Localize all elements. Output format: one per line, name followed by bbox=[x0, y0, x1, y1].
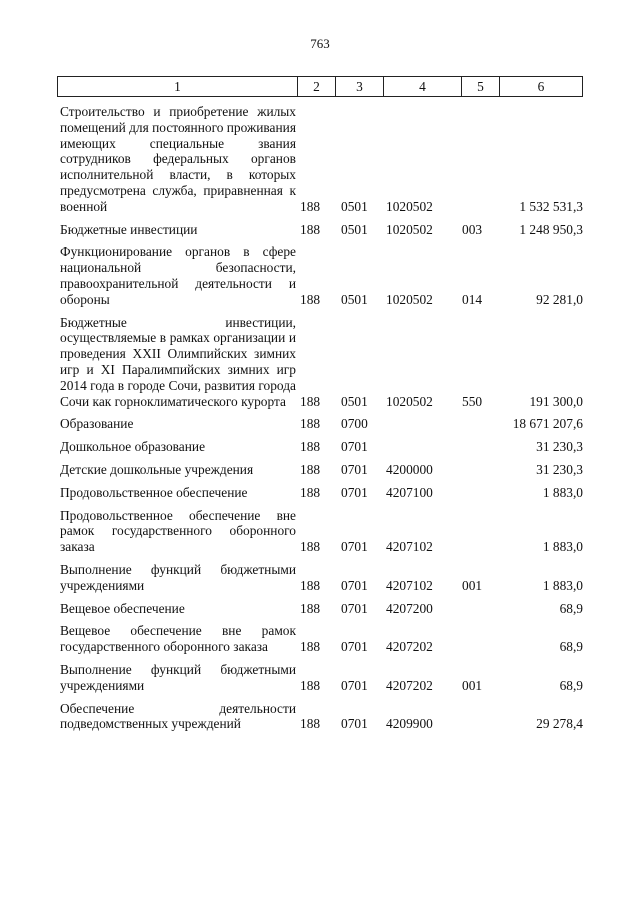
row-col-4: 4207102 bbox=[386, 539, 433, 555]
page-number: 763 bbox=[310, 36, 330, 51]
row-col-3: 0701 bbox=[341, 677, 368, 693]
row-name: Вещевое обеспечение вне рамок государственного оборонного заказа bbox=[60, 623, 296, 655]
row-col-4: 1020502 bbox=[386, 393, 433, 409]
header-col-1: 1 bbox=[58, 77, 298, 96]
row-col-2: 188 bbox=[300, 198, 321, 214]
row-col-4: 4207202 bbox=[386, 677, 433, 693]
row-col-3: 0701 bbox=[341, 484, 368, 500]
row-name: Бюджетные инвестиции, осуществляемые в рамках организации и проведения XXII Олимпийских зимних игр и XI Паралимпийских зимних игр 2014 года в городе Сочи, развития города Сочи как горноклиматического курорта bbox=[60, 314, 296, 409]
row-col-3: 0501 bbox=[341, 291, 368, 307]
row-col-6: 31 230,3 bbox=[536, 461, 583, 477]
row-col-2: 188 bbox=[300, 393, 321, 409]
row-col-4: 4207100 bbox=[386, 484, 433, 500]
row-col-2: 188 bbox=[300, 539, 321, 555]
table-body bbox=[60, 104, 586, 739]
row-col-4: 4209900 bbox=[386, 716, 433, 732]
row-col-2: 188 bbox=[300, 484, 321, 500]
table-row bbox=[60, 601, 586, 617]
row-col-2: 188 bbox=[300, 639, 321, 655]
row-col-6: 92 281,0 bbox=[536, 291, 583, 307]
table-row bbox=[60, 662, 586, 694]
row-col-4: 1020502 bbox=[386, 221, 433, 237]
row-col-6: 1 883,0 bbox=[542, 539, 583, 555]
row-col-3: 0501 bbox=[341, 221, 368, 237]
row-col-4: 1020502 bbox=[386, 198, 433, 214]
table-row bbox=[60, 244, 586, 307]
row-col-6: 1 883,0 bbox=[542, 484, 583, 500]
row-name: Функционирование органов в сфере национальной безопасности, правоохранительной деятельности и обороны bbox=[60, 244, 296, 307]
row-col-2: 188 bbox=[300, 600, 321, 616]
row-name: Дошкольное образование bbox=[60, 439, 206, 455]
row-col-5: 003 bbox=[462, 221, 483, 237]
header-col-5: 5 bbox=[462, 77, 500, 96]
row-col-3: 0701 bbox=[341, 461, 368, 477]
table-row bbox=[60, 222, 586, 238]
header-col-2: 2 bbox=[298, 77, 336, 96]
row-col-2: 188 bbox=[300, 461, 321, 477]
header-col-6: 6 bbox=[537, 79, 545, 94]
row-col-6: 68,9 bbox=[559, 677, 583, 693]
table-header bbox=[57, 76, 583, 97]
row-name: Продовольственное обеспечение bbox=[60, 484, 248, 500]
row-col-3: 0701 bbox=[341, 539, 368, 555]
table-row bbox=[60, 104, 586, 215]
row-col-3: 0700 bbox=[341, 416, 368, 432]
row-col-2: 188 bbox=[300, 677, 321, 693]
row-col-3: 0701 bbox=[341, 577, 368, 593]
row-col-2: 188 bbox=[300, 716, 321, 732]
row-col-5: 550 bbox=[462, 393, 483, 409]
row-col-3: 0701 bbox=[341, 600, 368, 616]
row-name: Обеспечение деятельности подведомственных учреждений bbox=[60, 700, 296, 732]
table-row bbox=[60, 623, 586, 655]
table-row bbox=[60, 439, 586, 455]
row-col-2: 188 bbox=[300, 221, 321, 237]
row-name: Строительство и приобретение жилых помещений для постоянного проживания имеющих специальные звания сотрудников федеральных органов исполнительной власти, в которых предусмотрена служба, приравненная к военной bbox=[60, 104, 296, 214]
row-col-3: 0701 bbox=[341, 639, 368, 655]
row-col-4: 1020502 bbox=[386, 291, 433, 307]
row-name: Выполнение функций бюджетными учреждениями bbox=[60, 661, 296, 693]
row-col-5: 001 bbox=[462, 577, 483, 593]
row-name: Выполнение функций бюджетными учреждениями bbox=[60, 561, 296, 593]
header-col-3: 3 bbox=[336, 77, 384, 96]
row-col-3: 0701 bbox=[341, 439, 368, 455]
table-row bbox=[60, 701, 586, 733]
row-col-4: 4207102 bbox=[386, 577, 433, 593]
table-row bbox=[60, 508, 586, 555]
header-col-4: 4 bbox=[384, 77, 462, 96]
row-col-2: 188 bbox=[300, 291, 321, 307]
row-col-4: 4200000 bbox=[386, 461, 433, 477]
row-col-5: 014 bbox=[462, 291, 483, 307]
row-name: Продовольственное обеспечение вне рамок государственного оборонного заказа bbox=[60, 507, 296, 555]
row-col-3: 0501 bbox=[341, 198, 368, 214]
row-col-5: 001 bbox=[462, 677, 483, 693]
row-col-6: 29 278,4 bbox=[536, 716, 583, 732]
row-col-6: 1 248 950,3 bbox=[519, 221, 583, 237]
row-name: Образование bbox=[60, 416, 134, 432]
table-row bbox=[60, 315, 586, 410]
row-col-2: 188 bbox=[300, 577, 321, 593]
table-row bbox=[60, 416, 586, 432]
row-col-6: 31 230,3 bbox=[536, 439, 583, 455]
row-col-4: 4207202 bbox=[386, 639, 433, 655]
row-name: Детские дошкольные учреждения bbox=[60, 461, 254, 477]
row-name: Бюджетные инвестиции bbox=[60, 221, 198, 237]
row-name: Вещевое обеспечение bbox=[60, 600, 185, 616]
table-row bbox=[60, 485, 586, 501]
table-row bbox=[60, 562, 586, 594]
row-col-6: 1 883,0 bbox=[542, 577, 583, 593]
row-col-6: 1 532 531,3 bbox=[519, 198, 583, 214]
row-col-6: 68,9 bbox=[559, 600, 583, 616]
row-col-3: 0501 bbox=[341, 393, 368, 409]
table-row bbox=[60, 462, 586, 478]
row-col-6: 18 671 207,6 bbox=[512, 416, 583, 432]
row-col-3: 0701 bbox=[341, 716, 368, 732]
row-col-4: 4207200 bbox=[386, 600, 433, 616]
row-col-6: 191 300,0 bbox=[529, 393, 583, 409]
row-col-2: 188 bbox=[300, 439, 321, 455]
row-col-2: 188 bbox=[300, 416, 321, 432]
row-col-6: 68,9 bbox=[559, 639, 583, 655]
